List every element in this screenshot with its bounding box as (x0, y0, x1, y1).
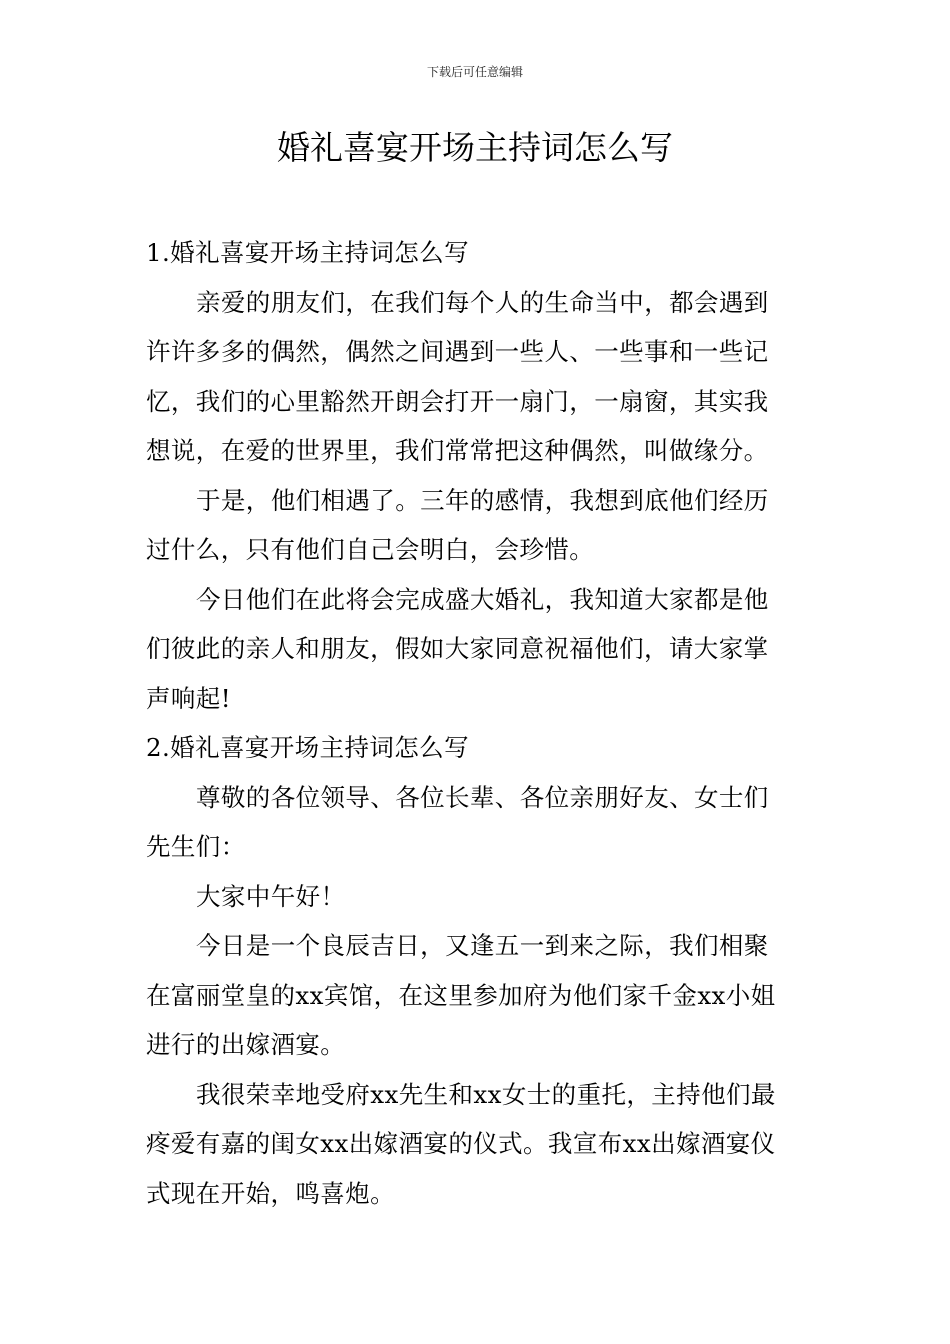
text-line: 亲爱的朋友们，在我们每个人的生命当中，都会遇到 (196, 287, 769, 317)
text-line: 忆，我们的心里豁然开朗会打开一扇门，一扇窗，其实我 (146, 386, 769, 416)
text-line: 今日是一个良辰吉日，又逢五一到来之际，我们相聚 (196, 931, 769, 960)
text-line: 想说，在爱的世界里，我们常常把这种偶然，叫做缘分。 (146, 436, 769, 465)
text-line: 进行的出嫁酒宴。 (146, 1030, 346, 1059)
document-title: 婚礼喜宴开场主持词怎么写 (277, 128, 673, 167)
text-line: 声响起! (146, 683, 231, 713)
text-line: 过什么，只有他们自己会明白，会珍惜。 (146, 535, 595, 564)
text-line: 疼爱有嘉的闺女xx出嫁酒宴的仪式。我宣布xx出嫁酒宴仪 (146, 1129, 776, 1158)
text-line: 在富丽堂皇的xx宾馆，在这里参加府为他们家千金xx小姐 (146, 980, 776, 1010)
text-line: 尊敬的各位领导、各位长辈、各位亲朋好友、女士们 (196, 782, 769, 812)
document-body (146, 228, 808, 1218)
text-line: 式现在开始，鸣喜炮。 (146, 1178, 395, 1208)
text-line: 于是，他们相遇了。三年的感情，我想到底他们经历 (196, 485, 769, 515)
text-line: 许许多多的偶然，偶然之间遇到一些人、一些事和一些记 (146, 337, 769, 366)
text-line: 2.婚礼喜宴开场主持词怎么写 (146, 733, 469, 762)
text-line: 1.婚礼喜宴开场主持词怎么写 (146, 238, 469, 267)
text-line: 今日他们在此将会完成盛大婚礼，我知道大家都是他 (196, 584, 769, 614)
text-line: 大家中午好！ (196, 881, 346, 911)
text-line: 我很荣幸地受府xx先生和xx女士的重托，主持他们最 (196, 1079, 776, 1109)
header-note: 下载后可任意编辑 (426, 65, 523, 79)
text-line: 先生们： (146, 832, 246, 861)
text-line: 们彼此的亲人和朋友，假如大家同意祝福他们，请大家掌 (146, 634, 769, 663)
